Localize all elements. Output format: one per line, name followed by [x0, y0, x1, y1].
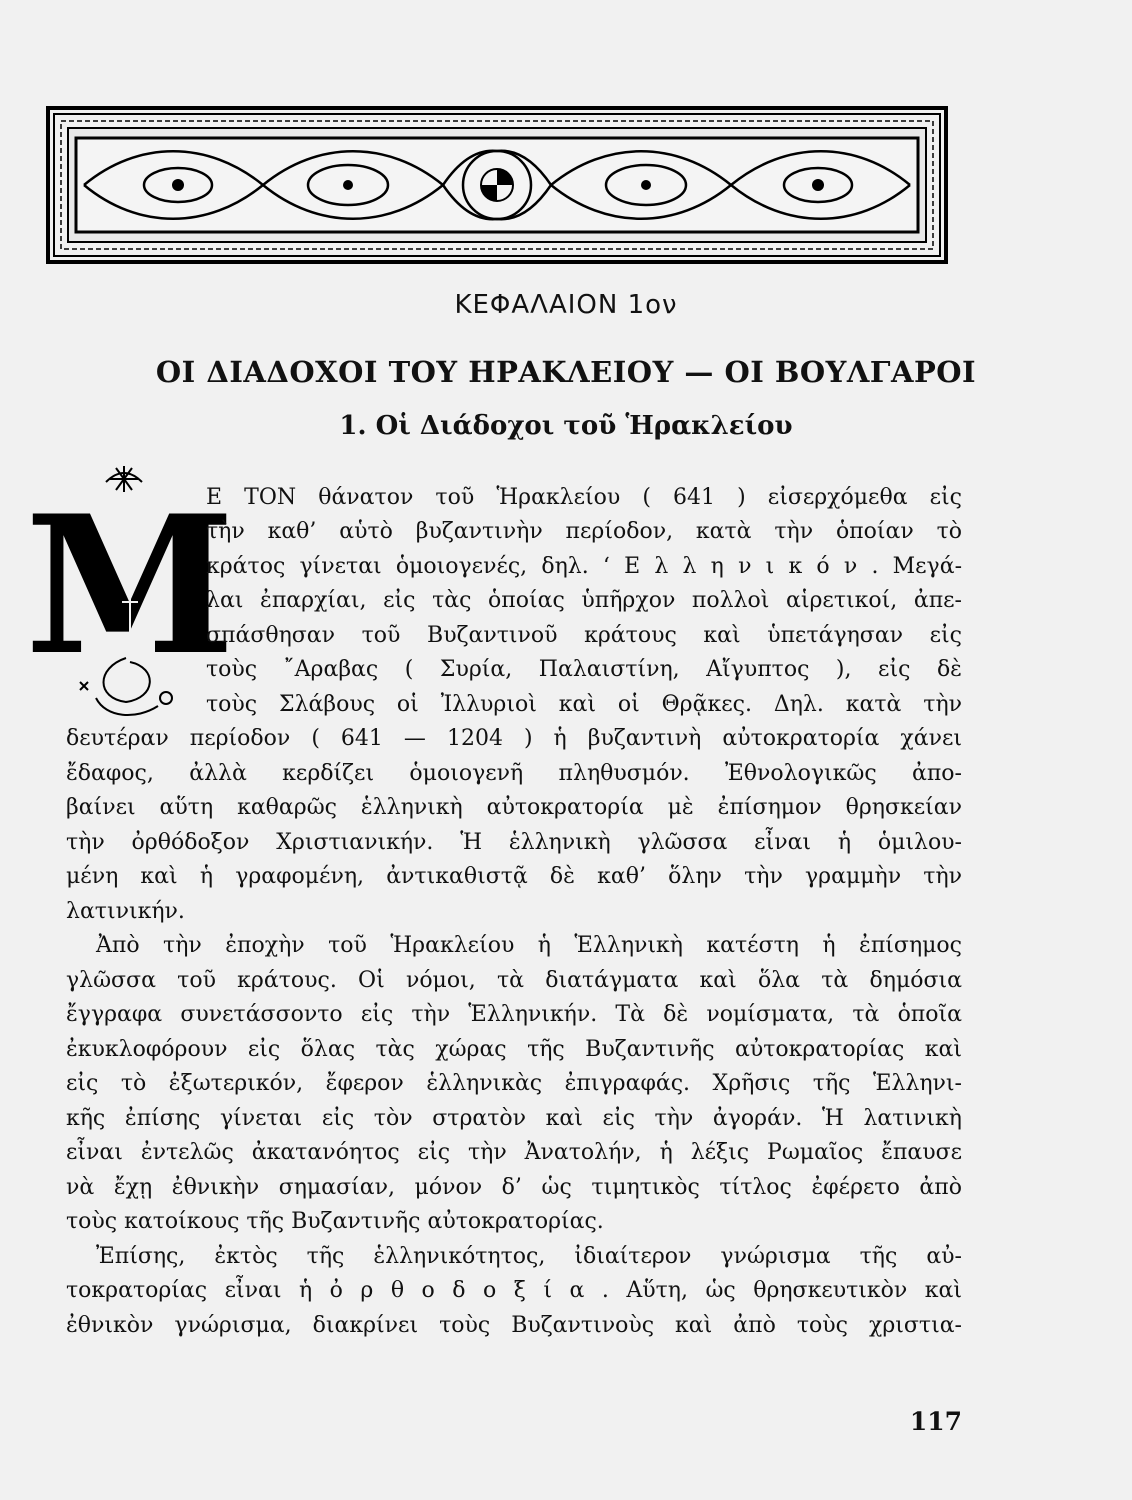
text-line: τοὺς κατοίκους τῆς Βυζαντινῆς αὐτοκρατορίας. [66, 1209, 604, 1234]
drop-cap-letter: Μ [24, 474, 236, 697]
ornate-drop-cap [24, 462, 236, 724]
text-line: Ε ΤΟΝ θάνατον τοῦ Ἡρακλείου ( 641 ) εἰσερχόμεθα εἰς [206, 485, 962, 510]
text-line: μένη καὶ ἡ γραφομένη, ἀντικαθιστᾷ δὲ καθ’ ὅλην τὴν γραμμὴν τὴν [66, 864, 962, 889]
text-line: Ἀπὸ τὴν ἐποχὴν τοῦ Ἡρακλείου ἡ Ἑλληνικὴ κατέστη ἡ ἐπίσημος [96, 933, 962, 958]
text-line: τὴν καθ’ αὑτὸ βυζαντινὴν περίοδον, κατὰ τὴν ὁποίαν τὸ [206, 519, 962, 544]
text-line: ἔδαφος, ἀλλὰ κερδίζει ὁμοιογενῆ πληθυσμόν. Ἐθνολογικῶς ἀπο- [66, 761, 962, 786]
text-line: γλῶσσα τοῦ κράτους. Οἱ νόμοι, τὰ διατάγματα καὶ ὅλα τὰ δημόσια [66, 968, 962, 993]
text-line: εἶναι ἐντελῶς ἀκατανόητος εἰς τὴν Ἀνατολήν, ἡ λέξις Ρωμαῖος ἔπαυσε [66, 1140, 962, 1165]
text-line: κράτος γίνεται ὁμοιογενές, δηλ. ‘ Ε λ λ η ν ι κ ό ν . Μεγά- [206, 554, 962, 579]
text-line: ἔγγραφα συνετάσσοντο εἰς τὴν Ἑλληνικήν. Τὰ δὲ νομίσματα, τὰ ὁποῖα [66, 1002, 962, 1027]
ornamental-header-banner [48, 108, 946, 262]
text-line: ἐκυκλοφόρουν εἰς ὅλας τὰς χώρας τῆς Βυζαντινῆς αὐτοκρατορίας καὶ [66, 1037, 962, 1062]
page-number: 117 [909, 1407, 962, 1436]
text-line: τοκρατορίας εἶναι ἡ ὀ ρ θ ο δ ο ξ ί α . Αὕτη, ὡς θρησκευτικὸν καὶ [66, 1278, 962, 1303]
text-line: τὴν ὀρθόδοξον Χριστιανικήν. Ἡ ἑλληνικὴ γλῶσσα εἶναι ἡ ὁμιλου- [66, 830, 962, 855]
text-line: λαι ἐπαρχίαι, εἰς τὰς ὁποίας ὑπῆρχον πολλοὶ αἱρετικοί, ἀπε- [206, 588, 962, 613]
text-line: βαίνει αὕτη καθαρῶς ἑλληνικὴ αὐτοκρατορία μὲ ἐπίσημον θρησκείαν [66, 795, 962, 820]
text-line: τοὺς ῎Αραβας ( Συρία, Παλαιστίνη, Αἴγυπτος ), εἰς δὲ [206, 657, 962, 682]
text-line: τοὺς Σλάβους οἱ Ἰλλυριοὶ καὶ οἱ Θρᾷκες. Δηλ. κατὰ τὴν [206, 692, 962, 717]
text-line: Ἐπίσης, ἐκτὸς τῆς ἑλληνικότητος, ἰδιαίτερον γνώρισμα τῆς αὐ- [96, 1244, 962, 1269]
section-heading: 1. Οἱ Διάδοχοι τοῦ Ἡρακλείου [339, 411, 793, 441]
chapter-label: ΚΕΦΑΛΑΙΟΝ 1ον [454, 290, 678, 320]
text-line: κῆς ἐπίσης γίνεται εἰς τὸν στρατὸν καὶ εἰς τὴν ἀγοράν. Ἡ λατινικὴ [66, 1106, 962, 1131]
text-line: δευτέραν περίοδον ( 641 — 1204 ) ἡ βυζαντινὴ αὐτοκρατορία χάνει [66, 726, 962, 751]
text-line: σπάσθησαν τοῦ Βυζαντινοῦ κράτους καὶ ὑπετάγησαν εἰς [206, 623, 962, 648]
text-line: ἐθνικὸν γνώρισμα, διακρίνει τοὺς Βυζαντινοὺς καὶ ἀπὸ τοὺς χριστια- [66, 1313, 962, 1338]
page-title: ΟΙ ΔΙΑΔΟΧΟΙ ΤΟΥ ΗΡΑΚΛΕΙΟΥ — ΟΙ ΒΟΥΛΓΑΡΟΙ [155, 355, 977, 389]
text-line: λατινικήν. [66, 899, 185, 924]
text-line: νὰ ἔχῃ ἐθνικὴν σημασίαν, μόνον δ’ ὡς τιμητικὸς τίτλος ἐφέρετο ἀπὸ [66, 1175, 962, 1200]
text-line: εἰς τὸ ἐξωτερικόν, ἔφερον ἑλληνικὰς ἐπιγραφάς. Χρῆσις τῆς Ἑλληνι- [66, 1071, 962, 1096]
